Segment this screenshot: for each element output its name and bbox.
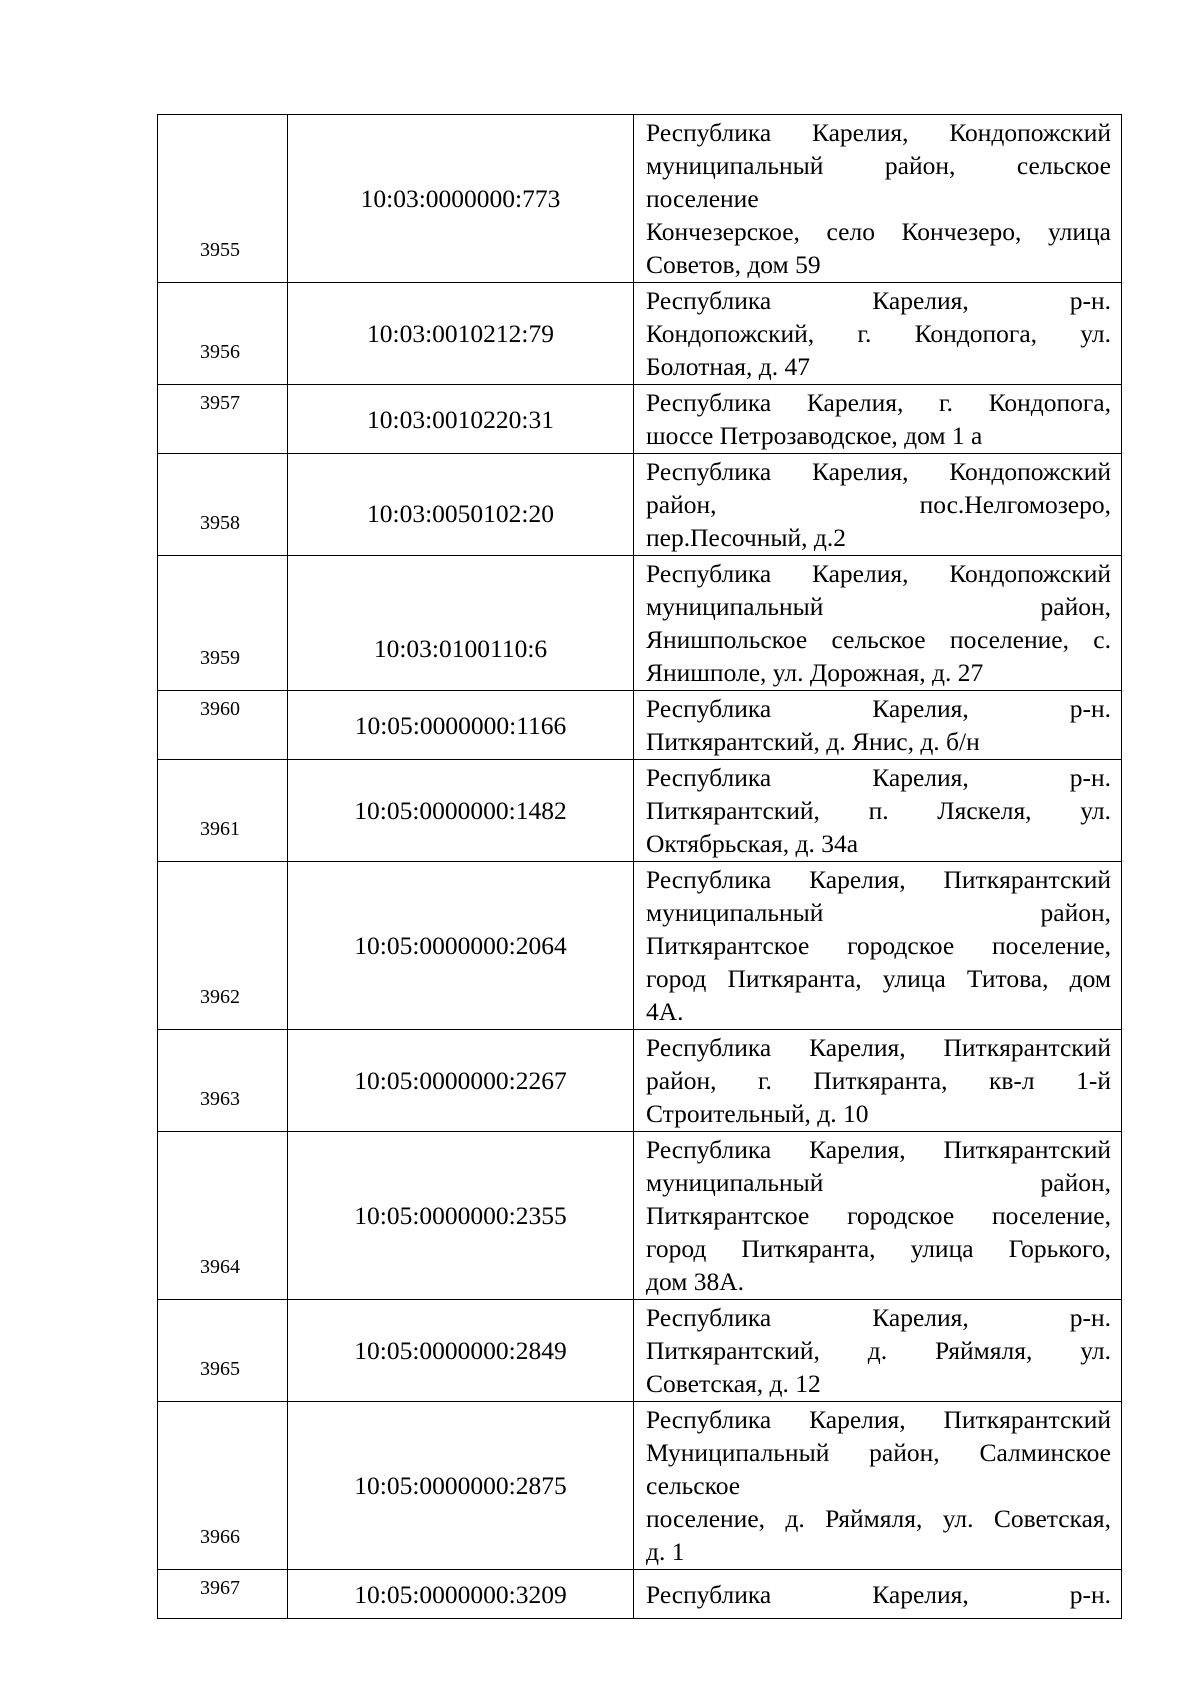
address-cell [634,454,1122,556]
row-number: 3955 [200,239,240,261]
table-row [158,1132,1122,1300]
address-line: дом 38А. [646,1267,745,1296]
cadastral-number: 10:03:0000000:773 [288,115,634,283]
cadastral-number: 10:03:0010212:79 [288,283,634,385]
address-cell [634,385,1122,454]
address-line: Республика Карелия, р-н. [646,694,1111,723]
row-number-cell [158,115,288,283]
cadastral-number: 10:05:0000000:3209 [288,1570,634,1619]
table-row [158,283,1122,385]
row-number-cell [158,1402,288,1570]
address-line: Янишпольское сельское поселение, с. [646,625,1111,654]
row-number: 3963 [200,1088,240,1110]
address-cell [634,1300,1122,1402]
cadastral-number: 10:05:0000000:1166 [288,691,634,760]
address-line: Республика Карелия, Кондопожский [646,457,1111,486]
address-line: Строительный, д. 10 [646,1099,869,1128]
cadastral-number: 10:05:0000000:2875 [288,1402,634,1570]
row-number: 3960 [200,698,240,720]
address-cell [634,862,1122,1030]
table-row [158,760,1122,862]
row-number-cell [158,385,288,454]
address-line: Республика Карелия, Кондопожский [646,559,1111,588]
row-number-cell [158,691,288,760]
address-cell [634,1402,1122,1570]
address-line: сельское [646,1471,741,1500]
row-number-cell [158,1300,288,1402]
cadastral-number: 10:03:0010220:31 [288,385,634,454]
address-cell [634,1030,1122,1132]
row-number: 3962 [200,986,240,1008]
address-line: шоссе Петрозаводское, дом 1 а [646,421,983,450]
row-number: 3964 [200,1256,240,1278]
table-row [158,1030,1122,1132]
address-line: Питкярантское городское поселение, [646,931,1111,960]
table-row [158,862,1122,1030]
row-number-cell [158,862,288,1030]
address-line: район, пос.Нелгомозеро, [646,490,1111,519]
address-line: Янишполе, ул. Дорожная, д. 27 [646,658,984,687]
cadastral-number: 10:03:0100110:6 [288,556,634,691]
address-line: Республика Карелия, Питкярантский [646,1405,1111,1434]
address-line: муниципальный район, сельское [646,151,1111,180]
table-body [158,115,1122,1619]
address-line: Болотная, д. 47 [646,352,811,381]
row-number-cell [158,283,288,385]
row-number: 3966 [200,1526,240,1548]
row-number-cell [158,1030,288,1132]
address-cell [634,115,1122,283]
address-line: д. 1 [646,1537,685,1566]
address-line: поселение, д. Ряймяля, ул. Советская, [646,1504,1111,1533]
cadastral-number: 10:03:0050102:20 [288,454,634,556]
address-line: город Питкяранта, улица Титова, дом [646,964,1111,993]
address-line: Советов, дом 59 [646,250,821,279]
address-cell [634,691,1122,760]
table-row [158,556,1122,691]
row-number-cell [158,1132,288,1300]
cadastral-number: 10:05:0000000:2355 [288,1132,634,1300]
row-number: 3961 [200,818,240,840]
address-line: Республика Карелия, г. Кондопога, [646,388,1111,417]
table-row [158,1570,1122,1619]
address-line: Республика Карелия, Кондопожский [646,118,1111,147]
row-number-cell [158,1570,288,1619]
table-row [158,691,1122,760]
address-line: Октябрьская, д. 34а [646,829,859,858]
address-line: муниципальный район, [646,592,1111,621]
row-number-cell [158,760,288,862]
table-row [158,1300,1122,1402]
address-line: Республика Карелия, р-н. [646,763,1111,792]
address-line: муниципальный район, [646,898,1111,927]
table-row [158,115,1122,283]
address-line: пер.Песочный, д.2 [646,523,846,552]
table-row [158,385,1122,454]
address-line: Питкярантское городское поселение, [646,1201,1111,1230]
cadastral-number: 10:05:0000000:1482 [288,760,634,862]
row-number: 3957 [200,392,240,414]
row-number-cell [158,556,288,691]
cadastral-number: 10:05:0000000:2267 [288,1030,634,1132]
row-number: 3959 [200,647,240,669]
address-line: Республика Карелия, р-н. [646,1303,1111,1332]
row-number: 3965 [200,1358,240,1380]
address-line: муниципальный район, [646,1168,1111,1197]
address-line: Республика Карелия, Питкярантский [646,1135,1111,1164]
row-number-cell [158,454,288,556]
table-row [158,1402,1122,1570]
address-line: Советская, д. 12 [646,1369,821,1398]
address-cell [634,556,1122,691]
address-line: Республика Карелия, Питкярантский [646,1033,1111,1062]
row-number: 3956 [200,341,240,363]
address-cell [634,1570,1122,1619]
row-number: 3958 [200,512,240,534]
address-line: Питкярантский, п. Ляскеля, ул. [646,796,1111,825]
property-registry-table [157,114,1122,1619]
address-cell [634,1132,1122,1300]
address-line: город Питкяранта, улица Горького, [646,1234,1111,1263]
address-line: Кондопожский, г. Кондопога, ул. [646,319,1111,348]
row-number: 3967 [200,1577,240,1599]
address-cell [634,760,1122,862]
table-row [158,454,1122,556]
address-cell [634,283,1122,385]
address-line: Муниципальный район, Салминское [646,1438,1111,1467]
address-line: Республика Карелия, р-н. [646,286,1111,315]
address-line: район, г. Питкяранта, кв-л 1-й [646,1066,1111,1095]
address-line: Питкярантский, д. Янис, д. б/н [646,727,980,756]
address-line: Питкярантский, д. Ряймяля, ул. [646,1336,1111,1365]
address-line: Республика Карелия, Питкярантский [646,865,1111,894]
cadastral-number: 10:05:0000000:2849 [288,1300,634,1402]
cadastral-number: 10:05:0000000:2064 [288,862,634,1030]
address-line: 4А. [646,997,684,1026]
address-line: Республика Карелия, р-н. [646,1580,1111,1609]
address-line: поселение [646,184,759,213]
address-line: Кончезерское, село Кончезеро, улица [646,217,1111,246]
